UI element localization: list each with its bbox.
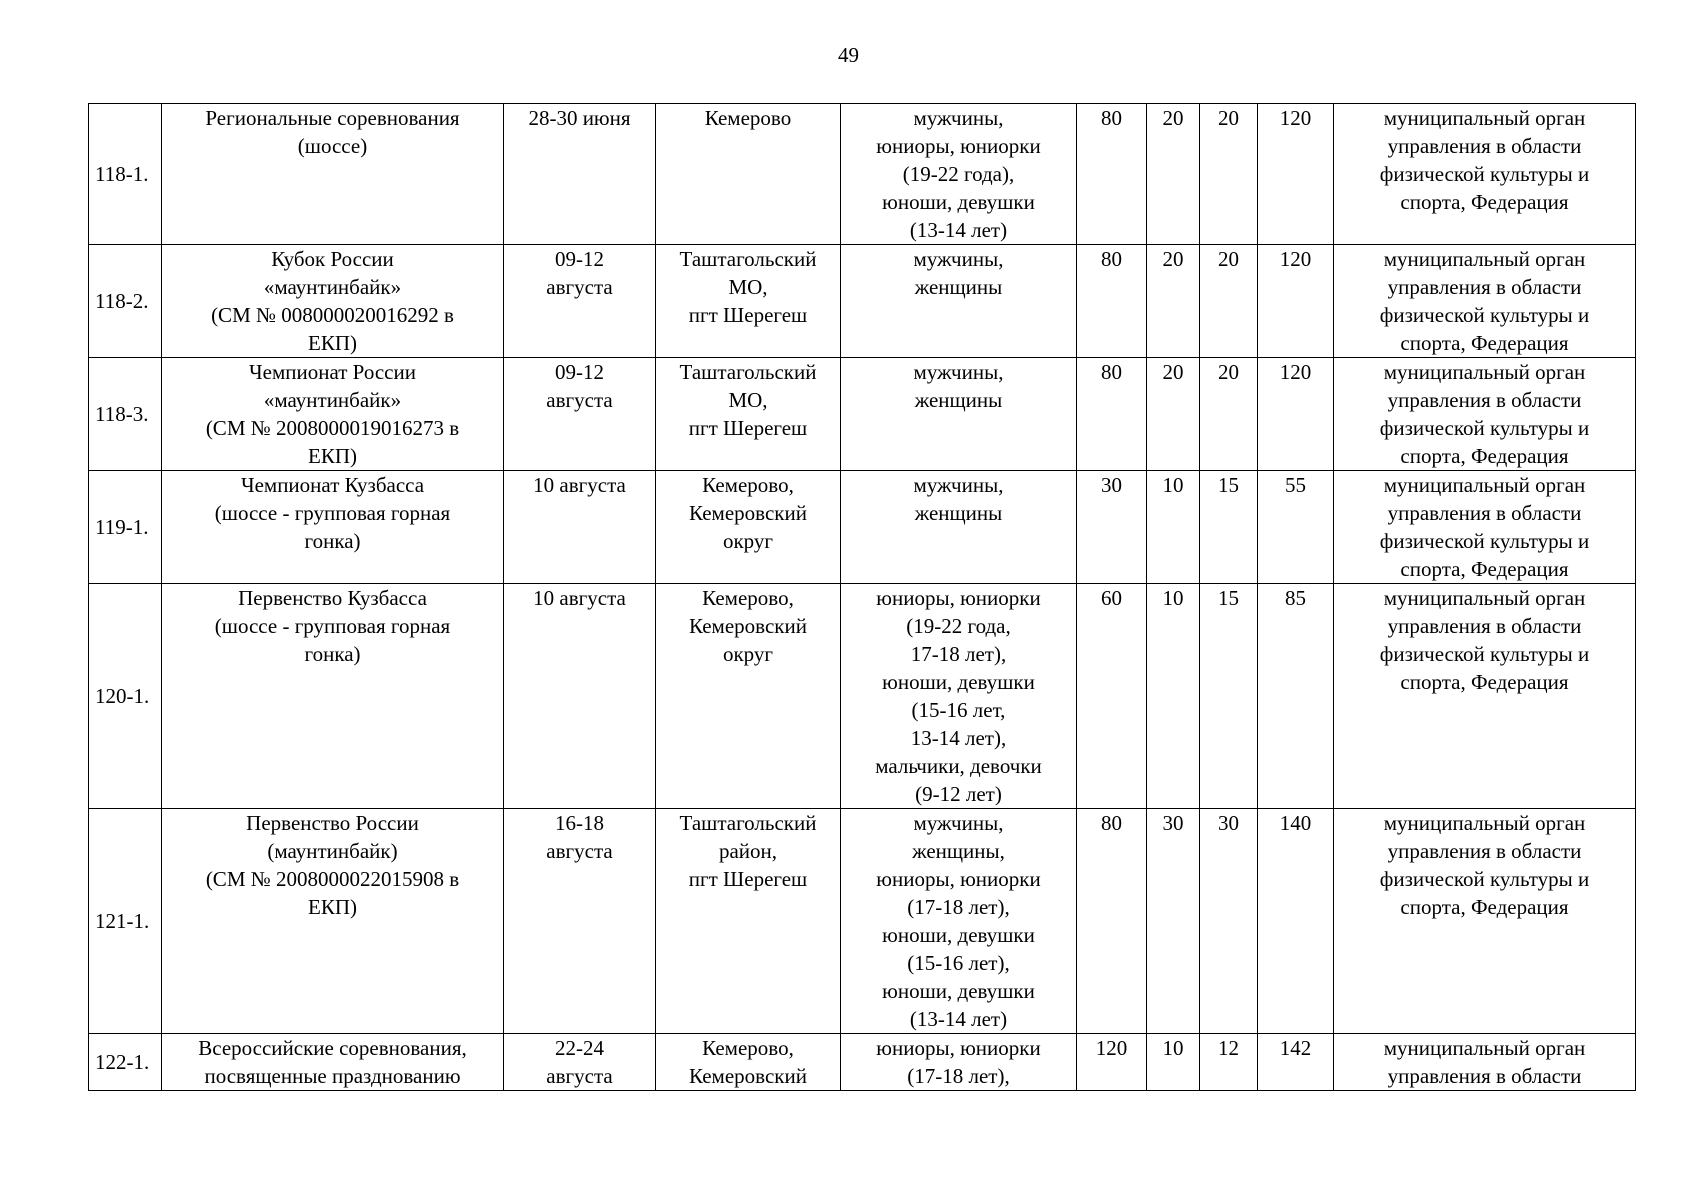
- organizer-line: муниципальный орган: [1383, 360, 1586, 384]
- participant-groups-line: (15-16 лет),: [907, 951, 1010, 975]
- event-dates: [504, 1034, 656, 1091]
- count-total: 55: [1258, 471, 1334, 584]
- organizer: [1334, 584, 1636, 809]
- participant-groups: [841, 245, 1077, 358]
- event-name-line: Региональные соревнования: [205, 106, 460, 130]
- count-1: 30: [1077, 471, 1147, 584]
- event-place-line: МО,: [728, 388, 768, 412]
- organizer-line: управления в области: [1387, 614, 1582, 638]
- organizer-line: спорта, Федерация: [1400, 444, 1569, 468]
- participant-groups-line: 17-18 лет),: [910, 642, 1007, 666]
- event-place-line: Кемерово,: [702, 586, 794, 610]
- count-total: 85: [1258, 584, 1334, 809]
- table-row: [89, 809, 1636, 1034]
- event-place: [656, 1034, 841, 1091]
- organizer-line: спорта, Федерация: [1400, 670, 1569, 694]
- event-name: [162, 358, 504, 471]
- event-name-line: Всероссийские соревнования,: [198, 1036, 467, 1060]
- organizer: [1334, 245, 1636, 358]
- event-place-line: Кемерово,: [702, 473, 794, 497]
- organizer-line: муниципальный орган: [1383, 811, 1586, 835]
- event-place-line: Кемеровский: [689, 614, 807, 638]
- count-2: 10: [1147, 584, 1200, 809]
- event-name-line: гонка): [304, 529, 361, 553]
- organizer: [1334, 104, 1636, 245]
- participant-groups-line: женщины: [914, 275, 1003, 299]
- count-1: 80: [1077, 358, 1147, 471]
- event-name-line: Первенство Кузбасса: [238, 586, 427, 610]
- organizer: [1334, 1034, 1636, 1091]
- event-place-line: район,: [718, 839, 778, 863]
- row-number: 122-1.: [89, 1034, 162, 1091]
- organizer-line: спорта, Федерация: [1400, 331, 1569, 355]
- count-total: 120: [1258, 245, 1334, 358]
- count-total: 142: [1258, 1034, 1334, 1091]
- event-dates-line: августа: [546, 1064, 613, 1088]
- event-name: [162, 1034, 504, 1091]
- event-dates-line: 16-18: [555, 811, 604, 835]
- participant-groups-line: мужчины,: [913, 811, 1004, 835]
- participant-groups: [841, 1034, 1077, 1091]
- event-name-line: ЕКП): [308, 331, 357, 355]
- row-number: 118-3.: [89, 358, 162, 471]
- row-number: 121-1.: [89, 809, 162, 1034]
- event-place-line: пгт Шерегеш: [688, 867, 808, 891]
- participant-groups-line: (13-14 лет): [909, 1007, 1008, 1031]
- event-place-line: Таштагольский: [679, 811, 817, 835]
- participant-groups-line: мужчины,: [913, 473, 1004, 497]
- event-place-line: Кемерово,: [702, 1036, 794, 1060]
- event-name-line: гонка): [304, 642, 361, 666]
- participant-groups-line: (19-22 года),: [902, 162, 1015, 186]
- table-row: [89, 584, 1636, 809]
- event-name-line: «маунтинбайк»: [263, 388, 402, 412]
- participant-groups-line: юниоры, юниорки: [876, 134, 1041, 158]
- page-number: 49: [838, 43, 859, 67]
- event-dates: [504, 471, 656, 584]
- event-place-line: МО,: [728, 275, 768, 299]
- participant-groups: [841, 584, 1077, 809]
- participant-groups-line: юниоры, юниорки: [876, 1036, 1041, 1060]
- participant-groups-line: юноши, девушки: [882, 923, 1035, 947]
- organizer: [1334, 471, 1636, 584]
- participant-groups-line: (19-22 года,: [906, 614, 1011, 638]
- participant-groups-line: мальчики, девочки: [875, 754, 1042, 778]
- count-total: 120: [1258, 358, 1334, 471]
- event-dates: [504, 358, 656, 471]
- organizer-line: муниципальный орган: [1383, 106, 1586, 130]
- organizer-line: управления в области: [1387, 839, 1582, 863]
- organizer-line: физической культуры и: [1379, 162, 1590, 186]
- row-number: 118-2.: [89, 245, 162, 358]
- count-1: 80: [1077, 104, 1147, 245]
- participant-groups-line: юноши, девушки: [882, 979, 1035, 1003]
- count-1: 80: [1077, 245, 1147, 358]
- count-1: 80: [1077, 809, 1147, 1034]
- participant-groups: [841, 471, 1077, 584]
- event-dates: [504, 809, 656, 1034]
- organizer-line: спорта, Федерация: [1400, 557, 1569, 581]
- event-dates: [504, 104, 656, 245]
- event-name-line: Первенство России: [246, 811, 419, 835]
- organizer-line: физической культуры и: [1379, 529, 1590, 553]
- count-2: 20: [1147, 245, 1200, 358]
- event-place: [656, 104, 841, 245]
- event-name: [162, 104, 504, 245]
- event-dates-line: 28-30 июня: [528, 106, 631, 130]
- event-place: [656, 471, 841, 584]
- event-dates-line: 09-12: [555, 247, 604, 271]
- event-dates: [504, 584, 656, 809]
- event-place-line: пгт Шерегеш: [688, 416, 808, 440]
- event-name-line: (СМ № 2008000019016273 в: [205, 416, 460, 440]
- row-number: 119-1.: [89, 471, 162, 584]
- participant-groups: [841, 104, 1077, 245]
- participant-groups-line: юноши, девушки: [882, 670, 1035, 694]
- event-place-line: Кемеровский: [689, 1064, 807, 1088]
- count-2: 20: [1147, 104, 1200, 245]
- events-table-body: [89, 104, 1636, 1091]
- events-table: [88, 103, 1636, 1091]
- count-total: 140: [1258, 809, 1334, 1034]
- event-name-line: «маунтинбайк»: [263, 275, 402, 299]
- organizer-line: муниципальный орган: [1383, 473, 1586, 497]
- event-name: [162, 471, 504, 584]
- row-number: 118-1.: [89, 104, 162, 245]
- participant-groups-line: женщины: [914, 388, 1003, 412]
- organizer-line: управления в области: [1387, 275, 1582, 299]
- count-3: 30: [1200, 809, 1258, 1034]
- count-2: 10: [1147, 1034, 1200, 1091]
- count-2: 20: [1147, 358, 1200, 471]
- event-name-line: Чемпионат России: [249, 360, 416, 384]
- organizer-line: физической культуры и: [1379, 867, 1590, 891]
- participant-groups-line: (15-16 лет,: [911, 698, 1006, 722]
- event-name-line: (шоссе - групповая горная: [214, 614, 451, 638]
- event-dates-line: 22-24: [555, 1036, 604, 1060]
- participant-groups-line: мужчины,: [913, 106, 1004, 130]
- count-1: 120: [1077, 1034, 1147, 1091]
- count-2: 30: [1147, 809, 1200, 1034]
- event-name-line: (маунтинбайк): [267, 839, 398, 863]
- count-total: 120: [1258, 104, 1334, 245]
- event-place: [656, 245, 841, 358]
- participant-groups: [841, 809, 1077, 1034]
- participant-groups-line: юниоры, юниорки: [876, 867, 1041, 891]
- organizer: [1334, 358, 1636, 471]
- organizer-line: физической культуры и: [1379, 416, 1590, 440]
- event-dates: [504, 245, 656, 358]
- count-3: 20: [1200, 104, 1258, 245]
- participant-groups-line: (13-14 лет): [909, 218, 1008, 242]
- organizer-line: управления в области: [1387, 134, 1582, 158]
- organizer-line: физической культуры и: [1379, 303, 1590, 327]
- participant-groups-line: женщины: [914, 501, 1003, 525]
- event-place: [656, 358, 841, 471]
- count-3: 20: [1200, 245, 1258, 358]
- event-name: [162, 809, 504, 1034]
- participant-groups: [841, 358, 1077, 471]
- event-place-line: Таштагольский: [679, 247, 817, 271]
- event-place: [656, 584, 841, 809]
- event-dates-line: августа: [546, 839, 613, 863]
- table-row: [89, 104, 1636, 245]
- participant-groups-line: (17-18 лет),: [907, 1064, 1010, 1088]
- count-3: 12: [1200, 1034, 1258, 1091]
- count-3: 15: [1200, 584, 1258, 809]
- event-name-line: посвященные празднованию: [204, 1064, 461, 1088]
- organizer-line: спорта, Федерация: [1400, 190, 1569, 214]
- participant-groups-line: юноши, девушки: [882, 190, 1035, 214]
- event-dates-line: августа: [546, 275, 613, 299]
- participant-groups-line: юниоры, юниорки: [876, 586, 1041, 610]
- event-place-line: округ: [722, 529, 774, 553]
- event-dates-line: 10 августа: [533, 473, 626, 497]
- count-2: 10: [1147, 471, 1200, 584]
- row-number: 120-1.: [89, 584, 162, 809]
- organizer-line: спорта, Федерация: [1400, 895, 1569, 919]
- event-name: [162, 584, 504, 809]
- event-name-line: (шоссе): [297, 134, 368, 158]
- table-row: [89, 1034, 1636, 1091]
- count-1: 60: [1077, 584, 1147, 809]
- event-name-line: Чемпионат Кузбасса: [240, 473, 425, 497]
- event-name-line: (шоссе - групповая горная: [214, 501, 451, 525]
- event-name-line: (СМ № 008000020016292 в: [211, 303, 454, 327]
- organizer-line: управления в области: [1387, 388, 1582, 412]
- event-name: [162, 245, 504, 358]
- event-place: [656, 809, 841, 1034]
- event-name-line: ЕКП): [308, 444, 357, 468]
- event-name-line: Кубок России: [271, 247, 394, 271]
- organizer-line: муниципальный орган: [1383, 586, 1586, 610]
- organizer-line: физической культуры и: [1379, 642, 1590, 666]
- event-dates-line: 10 августа: [533, 586, 626, 610]
- table-row: [89, 358, 1636, 471]
- organizer-line: управления в области: [1387, 1064, 1582, 1088]
- organizer-line: муниципальный орган: [1383, 1036, 1586, 1060]
- participant-groups-line: женщины,: [912, 839, 1005, 863]
- event-dates-line: августа: [546, 388, 613, 412]
- participant-groups-line: (9-12 лет): [915, 782, 1002, 806]
- organizer: [1334, 809, 1636, 1034]
- count-3: 15: [1200, 471, 1258, 584]
- table-row: [89, 245, 1636, 358]
- event-place-line: округ: [722, 642, 774, 666]
- event-place-line: Кемеровский: [689, 501, 807, 525]
- event-dates-line: 09-12: [555, 360, 604, 384]
- participant-groups-line: мужчины,: [913, 247, 1004, 271]
- table-row: [89, 471, 1636, 584]
- event-name-line: (СМ № 2008000022015908 в: [205, 867, 460, 891]
- participant-groups-line: 13-14 лет),: [910, 726, 1007, 750]
- organizer-line: муниципальный орган: [1383, 247, 1586, 271]
- event-place-line: пгт Шерегеш: [688, 303, 808, 327]
- event-place-line: Таштагольский: [679, 360, 817, 384]
- participant-groups-line: (17-18 лет),: [907, 895, 1010, 919]
- event-name-line: ЕКП): [308, 895, 357, 919]
- count-3: 20: [1200, 358, 1258, 471]
- organizer-line: управления в области: [1387, 501, 1582, 525]
- participant-groups-line: мужчины,: [913, 360, 1004, 384]
- event-place-line: Кемерово: [704, 106, 792, 130]
